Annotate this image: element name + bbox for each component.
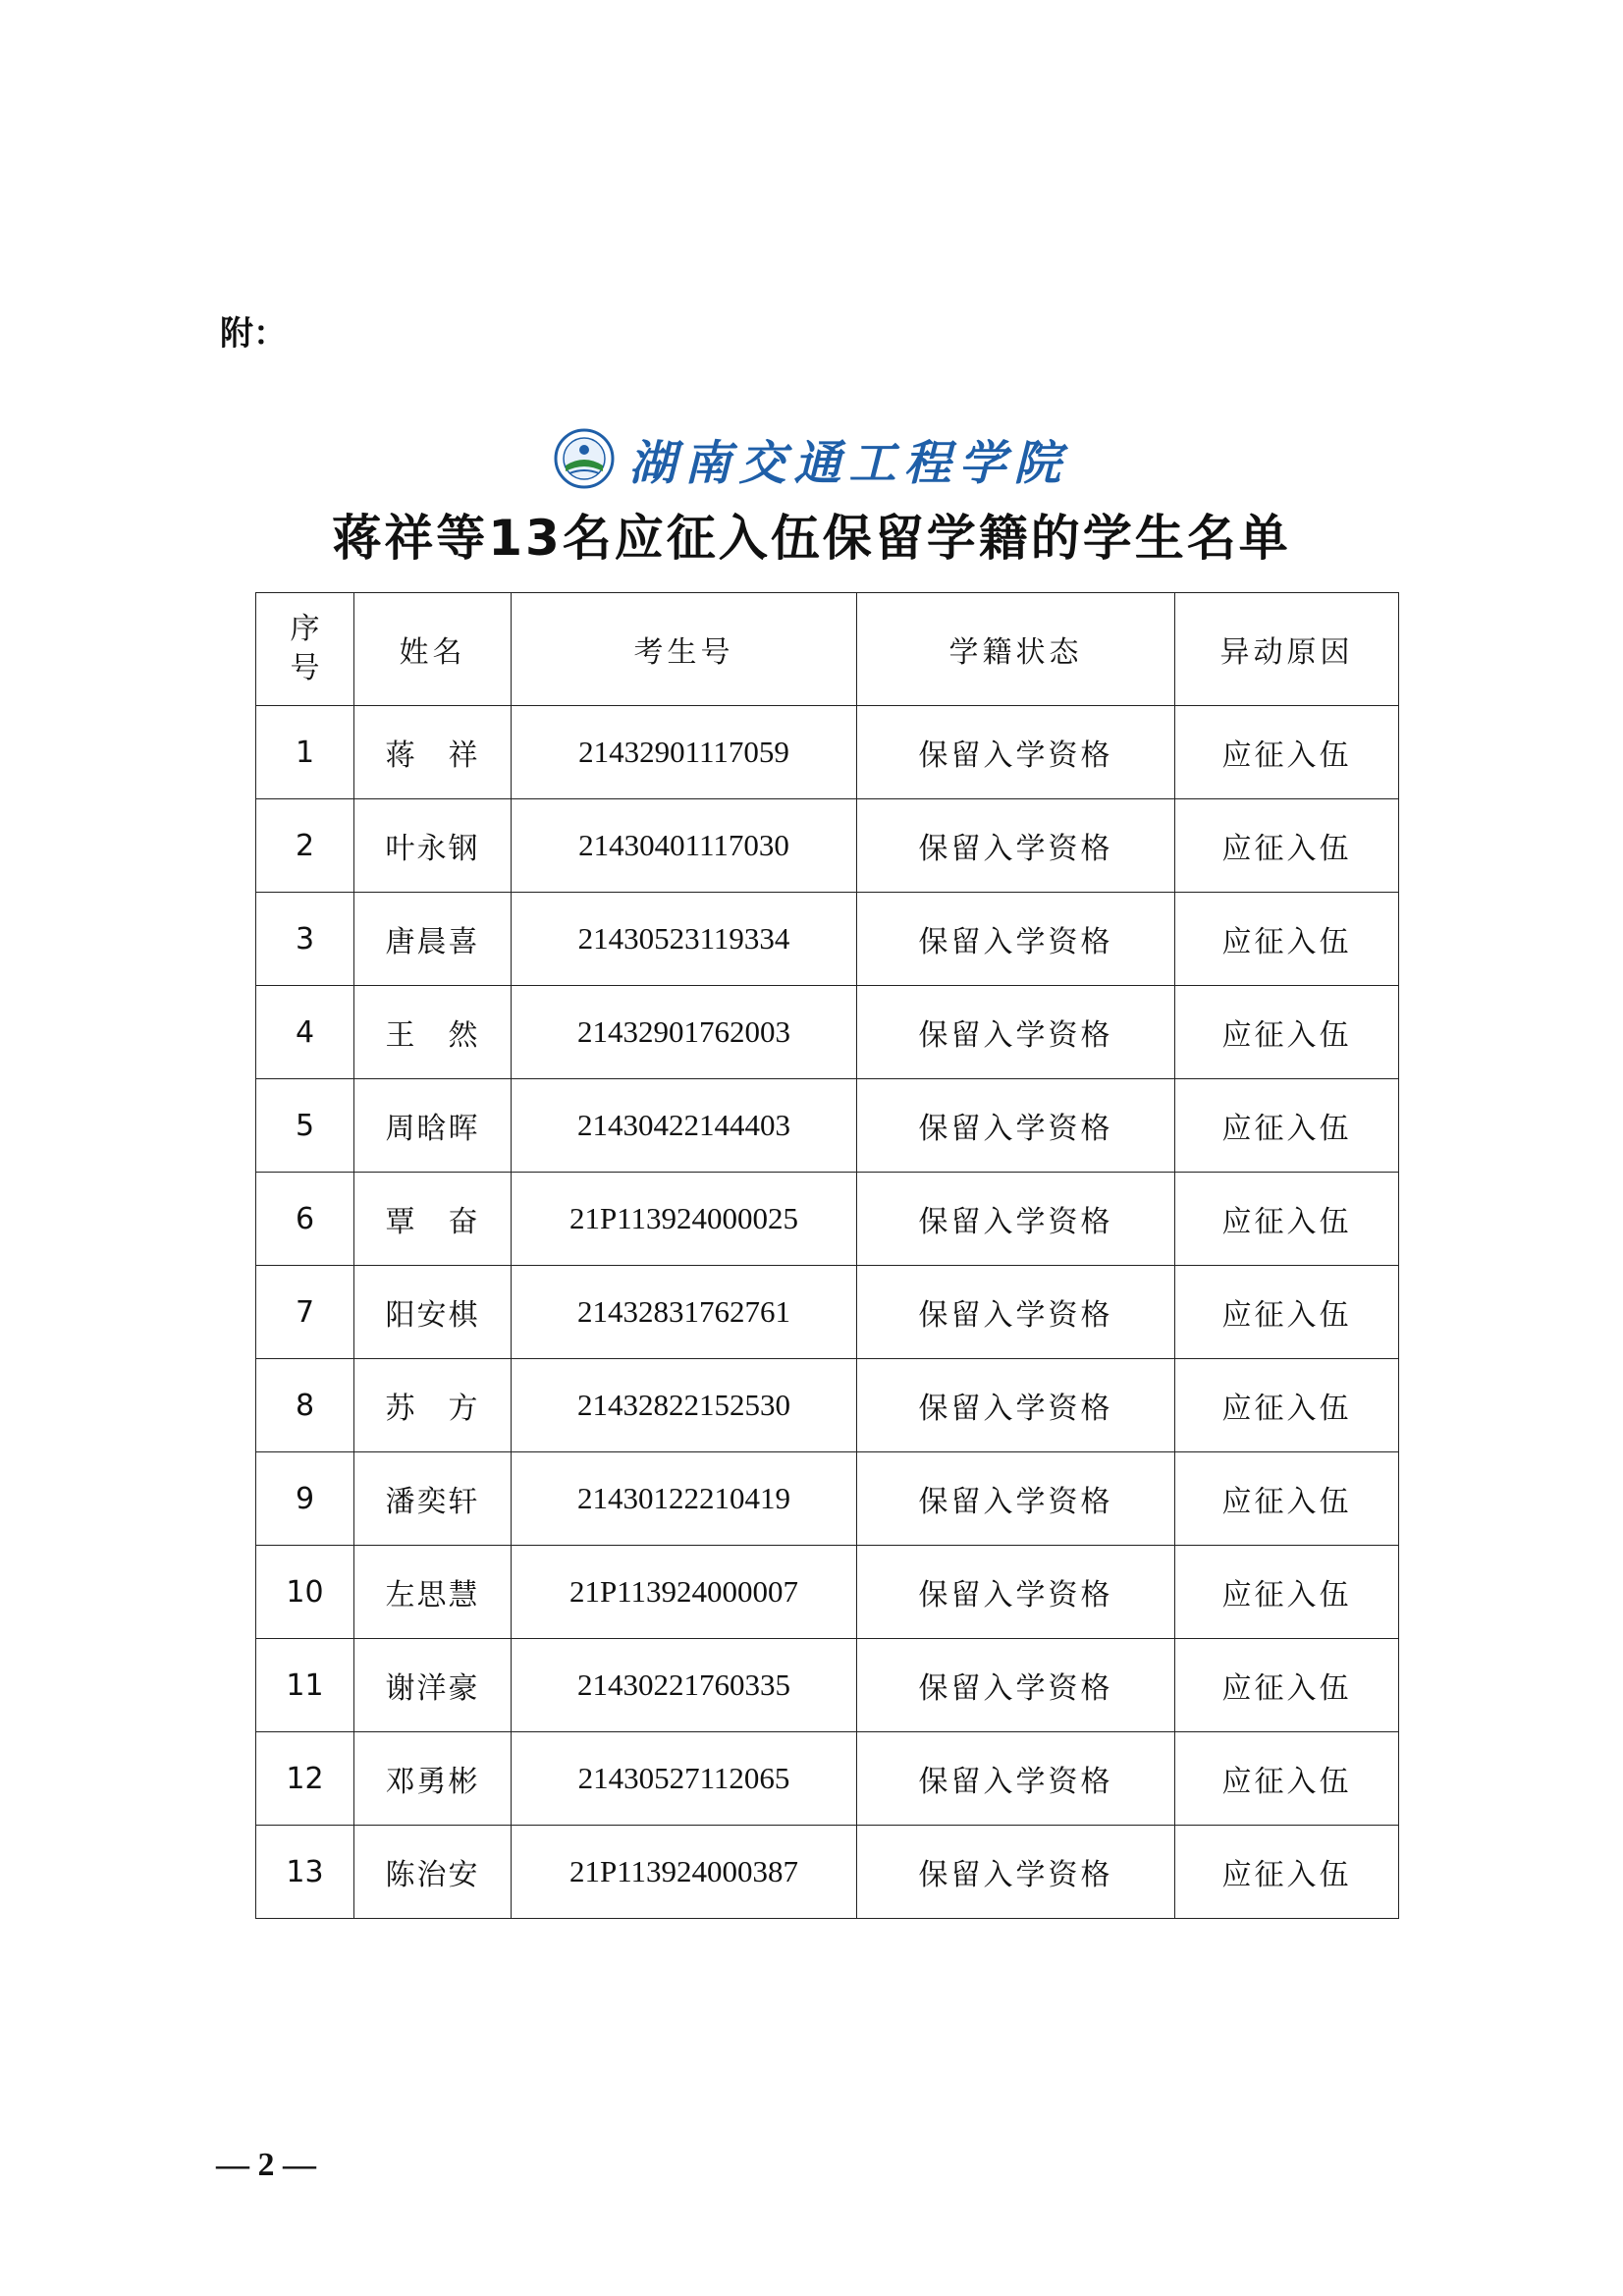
cell-exam-id: 21432831762761 bbox=[512, 1266, 857, 1359]
cell-reason: 应征入伍 bbox=[1175, 1826, 1399, 1919]
cell-status: 保留入学资格 bbox=[857, 706, 1175, 799]
cell-status: 保留入学资格 bbox=[857, 1452, 1175, 1546]
cell-seq: 9 bbox=[256, 1452, 354, 1546]
table-row bbox=[256, 1173, 1399, 1266]
cell-seq: 11 bbox=[256, 1639, 354, 1732]
cell-exam-id: 21430401117030 bbox=[512, 799, 857, 893]
table-row bbox=[256, 1266, 1399, 1359]
cell-exam-id: 21432822152530 bbox=[512, 1359, 857, 1452]
cell-reason: 应征入伍 bbox=[1175, 1546, 1399, 1639]
table-row bbox=[256, 1639, 1399, 1732]
student-roster-table bbox=[255, 592, 1399, 1919]
cell-name: 苏 方 bbox=[354, 1359, 512, 1452]
cell-name: 潘奕轩 bbox=[354, 1452, 512, 1546]
cell-exam-id: 21P113924000007 bbox=[512, 1546, 857, 1639]
cell-reason: 应征入伍 bbox=[1175, 706, 1399, 799]
cell-exam-id: 21430221760335 bbox=[512, 1639, 857, 1732]
header-seq-text: 序号 bbox=[290, 612, 320, 685]
cell-exam-id: 21432901762003 bbox=[512, 986, 857, 1079]
cell-exam-id: 21430122210419 bbox=[512, 1452, 857, 1546]
cell-seq: 8 bbox=[256, 1359, 354, 1452]
cell-seq: 4 bbox=[256, 986, 354, 1079]
cell-status: 保留入学资格 bbox=[857, 799, 1175, 893]
cell-reason: 应征入伍 bbox=[1175, 893, 1399, 986]
cell-reason: 应征入伍 bbox=[1175, 1452, 1399, 1546]
cell-name: 谢洋豪 bbox=[354, 1639, 512, 1732]
cell-exam-id: 21430422144403 bbox=[512, 1079, 857, 1173]
cell-status: 保留入学资格 bbox=[857, 1826, 1175, 1919]
cell-reason: 应征入伍 bbox=[1175, 1359, 1399, 1452]
page-number: — 2 — bbox=[216, 2147, 316, 2183]
cell-name: 阳安棋 bbox=[354, 1266, 512, 1359]
attachment-label: 附： bbox=[220, 314, 287, 354]
table-row bbox=[256, 986, 1399, 1079]
cell-seq: 10 bbox=[256, 1546, 354, 1639]
cell-exam-id: 21P113924000387 bbox=[512, 1826, 857, 1919]
school-name: 湖南交通工程学院 bbox=[628, 435, 1069, 491]
cell-seq: 5 bbox=[256, 1079, 354, 1173]
cell-status: 保留入学资格 bbox=[857, 1359, 1175, 1452]
cell-reason: 应征入伍 bbox=[1175, 1266, 1399, 1359]
cell-status: 保留入学资格 bbox=[857, 1079, 1175, 1173]
header-status: 学籍状态 bbox=[857, 593, 1175, 706]
cell-status: 保留入学资格 bbox=[857, 1266, 1175, 1359]
document-title: 蒋祥等13名应征入伍保留学籍的学生名单 bbox=[332, 510, 1291, 567]
cell-name: 王 然 bbox=[354, 986, 512, 1079]
header-seq bbox=[256, 593, 354, 706]
cell-exam-id: 21430527112065 bbox=[512, 1732, 857, 1826]
cell-reason: 应征入伍 bbox=[1175, 799, 1399, 893]
table-body bbox=[256, 706, 1399, 1919]
cell-name: 蒋 祥 bbox=[354, 706, 512, 799]
table-row bbox=[256, 1079, 1399, 1173]
table-row bbox=[256, 1826, 1399, 1919]
table-row bbox=[256, 1732, 1399, 1826]
table-row bbox=[256, 706, 1399, 799]
table-row bbox=[256, 893, 1399, 986]
cell-status: 保留入学资格 bbox=[857, 893, 1175, 986]
cell-exam-id: 21432901117059 bbox=[512, 706, 857, 799]
cell-seq: 12 bbox=[256, 1732, 354, 1826]
cell-status: 保留入学资格 bbox=[857, 1732, 1175, 1826]
school-logo bbox=[0, 424, 1623, 493]
cell-seq: 6 bbox=[256, 1173, 354, 1266]
table-row bbox=[256, 1452, 1399, 1546]
cell-name: 邓勇彬 bbox=[354, 1732, 512, 1826]
table-row bbox=[256, 799, 1399, 893]
school-emblem-icon bbox=[554, 428, 615, 489]
cell-reason: 应征入伍 bbox=[1175, 1079, 1399, 1173]
cell-reason: 应征入伍 bbox=[1175, 1173, 1399, 1266]
cell-reason: 应征入伍 bbox=[1175, 1639, 1399, 1732]
cell-name: 叶永钢 bbox=[354, 799, 512, 893]
header-name: 姓名 bbox=[354, 593, 512, 706]
cell-seq: 2 bbox=[256, 799, 354, 893]
cell-seq: 1 bbox=[256, 706, 354, 799]
cell-name: 覃 奋 bbox=[354, 1173, 512, 1266]
cell-reason: 应征入伍 bbox=[1175, 986, 1399, 1079]
header-exam-id: 考生号 bbox=[512, 593, 857, 706]
table-row bbox=[256, 1359, 1399, 1452]
table-row bbox=[256, 1546, 1399, 1639]
header-reason: 异动原因 bbox=[1175, 593, 1399, 706]
cell-seq: 13 bbox=[256, 1826, 354, 1919]
cell-status: 保留入学资格 bbox=[857, 986, 1175, 1079]
cell-name: 周晗晖 bbox=[354, 1079, 512, 1173]
cell-name: 唐晨喜 bbox=[354, 893, 512, 986]
cell-name: 左思慧 bbox=[354, 1546, 512, 1639]
cell-status: 保留入学资格 bbox=[857, 1173, 1175, 1266]
cell-name: 陈治安 bbox=[354, 1826, 512, 1919]
cell-exam-id: 21430523119334 bbox=[512, 893, 857, 986]
cell-status: 保留入学资格 bbox=[857, 1546, 1175, 1639]
cell-seq: 7 bbox=[256, 1266, 354, 1359]
cell-seq: 3 bbox=[256, 893, 354, 986]
table-header-row bbox=[256, 593, 1399, 706]
cell-exam-id: 21P113924000025 bbox=[512, 1173, 857, 1266]
cell-reason: 应征入伍 bbox=[1175, 1732, 1399, 1826]
cell-status: 保留入学资格 bbox=[857, 1639, 1175, 1732]
